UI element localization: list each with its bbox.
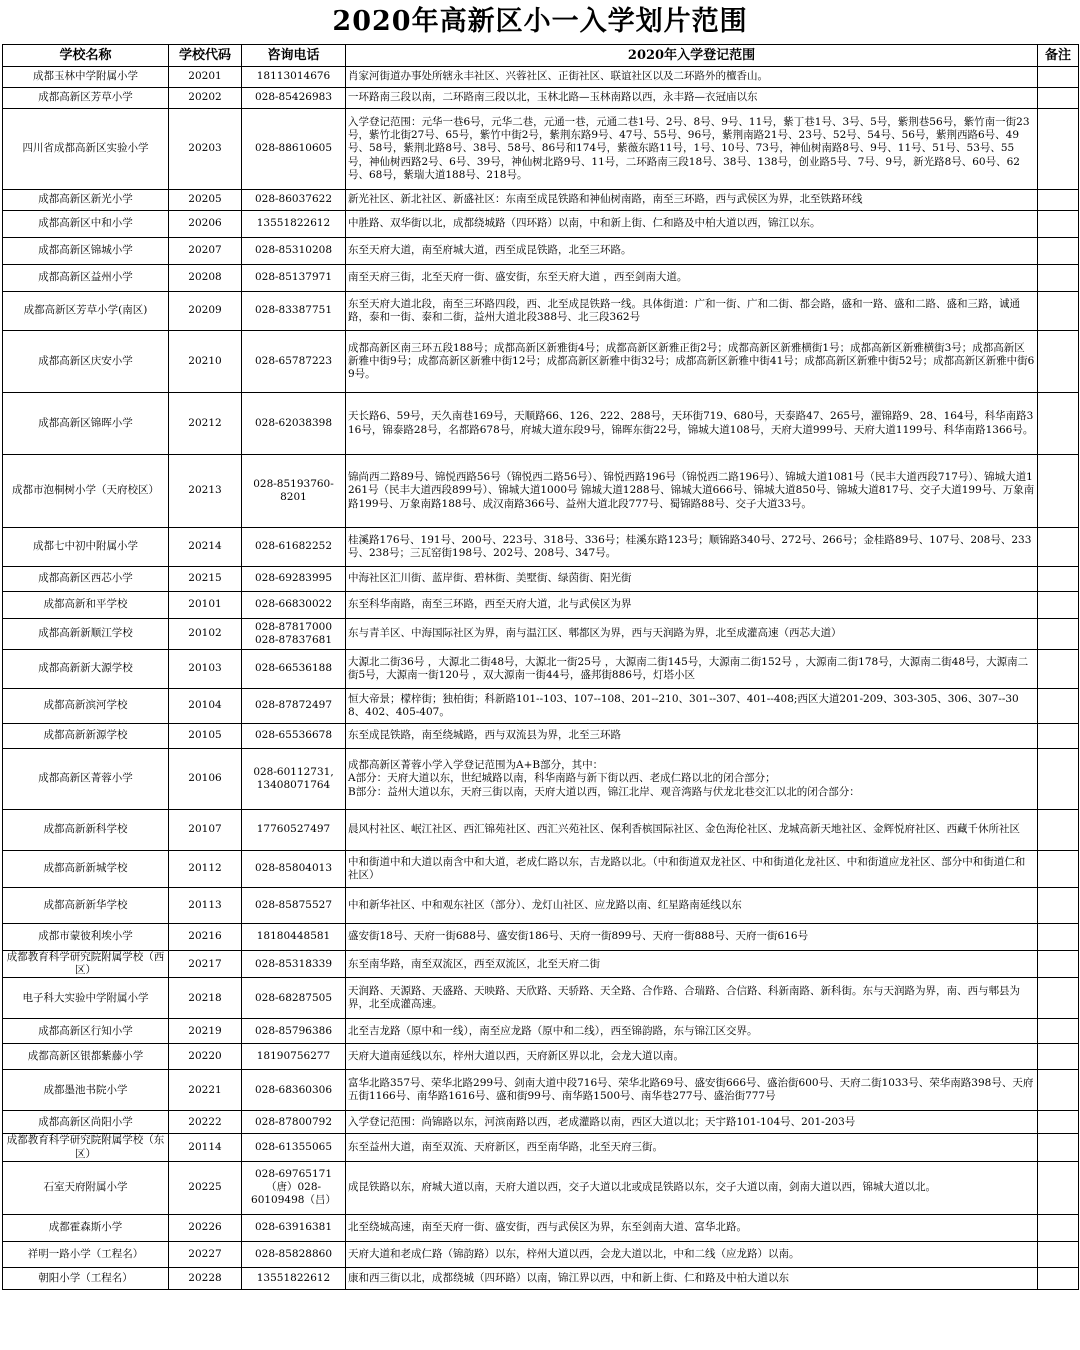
phone-cell: 028-88610605 [242, 109, 346, 190]
phone-cell: 028-61355065 [242, 1134, 346, 1161]
phone-cell: 18180448581 [242, 924, 346, 951]
table-row [3, 109, 1079, 190]
school-code-cell: 20113 [169, 888, 242, 924]
range-cell: 中和新华社区、中和观东社区（部分）、龙灯山社区、应龙路以南、红星路南延线以东 [346, 888, 1038, 924]
school-name-cell: 成都高新新科学校 [3, 810, 169, 851]
table-row [3, 851, 1079, 888]
phone-cell: 028-66830022 [242, 592, 346, 619]
note-cell [1038, 88, 1079, 109]
school-code-cell: 20208 [169, 265, 242, 292]
school-name-cell: 成都高新区尚阳小学 [3, 1111, 169, 1134]
school-code-cell: 20103 [169, 650, 242, 689]
range-cell: 大源北二街36号 ，大源北二街48号，大源北一街25号 ，大源南二街145号，大源南二街152号 ，大源南二街178号，大源南二街48号，大源南二街5号，大源南一街120号 ，双大源南一街44号，盛邦街886号，灯塔小区 [346, 650, 1038, 689]
phone-cell: 028-86037622 [242, 190, 346, 211]
range-cell: 肖家河街道办事处所辖永丰社区、兴蓉社区、正街社区、联谊社区以及二环路外的檀香山。 [346, 67, 1038, 88]
school-name-cell: 成都教育科学研究院附属学校（东区） [3, 1134, 169, 1161]
range-cell: 成昆铁路以东，府城大道以南，天府大道以西，交子大道以北或成昆铁路以东，交子大道以南，剑南大道以西，锦城大道以北。 [346, 1161, 1038, 1214]
table-row [3, 528, 1079, 567]
range-cell: 中海社区汇川街、蓝岸街、碧林街、美墅街、绿茵街、阳光街 [346, 567, 1038, 592]
range-cell: 天府大道和老成仁路（锦韵路）以东，梓州大道以西，会龙大道以北，中和二线（应龙路）以南。 [346, 1241, 1038, 1267]
school-name-cell: 电子科大实验中学附属小学 [3, 978, 169, 1019]
table-row [3, 924, 1079, 951]
phone-cell: 028-87872497 [242, 689, 346, 724]
phone-cell: 028-85796386 [242, 1019, 346, 1044]
range-cell: 成都高新区南三环五段188号；成都高新区新雅街4号；成都高新区新雅正街2号；成都高新区新雅横街1号；成都高新区新雅横街3号；成都高新区新雅中街9号；成都高新区新雅中街12号；成都高新区新雅中街32号；成都高新区新雅中街41号；成都高新区新雅中街52号；成都高新区新雅中街69号。 [346, 331, 1038, 393]
school-name-cell: 成都高新新源学校 [3, 724, 169, 749]
note-cell [1038, 211, 1079, 238]
page-title: 2020年高新区小一入学划片范围 [332, 6, 748, 37]
table-row [3, 1019, 1079, 1044]
phone-cell: 028-68360306 [242, 1070, 346, 1111]
school-name-cell: 成都霍森斯小学 [3, 1214, 169, 1241]
note-cell [1038, 951, 1079, 978]
table-header-row [3, 45, 1079, 67]
school-name-cell: 祥明一路小学（工程名） [3, 1241, 169, 1267]
note-cell [1038, 109, 1079, 190]
school-code-cell: 20105 [169, 724, 242, 749]
phone-cell: 028-85318339 [242, 951, 346, 978]
phone-cell: 13551822612 [242, 211, 346, 238]
school-code-cell: 20226 [169, 1214, 242, 1241]
table-row [3, 749, 1079, 810]
note-cell [1038, 1134, 1079, 1161]
note-cell [1038, 1161, 1079, 1214]
range-cell: 东至成昆铁路，南至绕城路，西与双流县为界，北至三环路 [346, 724, 1038, 749]
school-name-cell: 成都教育科学研究院附属学校（西区） [3, 951, 169, 978]
school-code-cell: 20227 [169, 1241, 242, 1267]
range-cell: 锦尚西二路89号、锦悦西路56号（锦悦西二路56号）、锦悦西路196号（锦悦西二路196号）、锦城大道1081号（民丰大道西段717号）、锦城大道1261号（民丰大道西段899号）、锦城大道1000号 锦城大道1288号、锦城大道666号、锦城大道850号、锦城大道817号、交子大道199号、万象南路199号、万象南路188号、成汉南路366号、益州大道北段777号、蜀锦路88号、交子大道33号。 [346, 455, 1038, 528]
table-row [3, 393, 1079, 455]
phone-cell: 028-62038398 [242, 393, 346, 455]
table-row [3, 1214, 1079, 1241]
phone-cell: 028-63916381 [242, 1214, 346, 1241]
range-cell: 东至天府大道，南至府城大道，西至成昆铁路，北至三环路。 [346, 238, 1038, 265]
note-cell [1038, 455, 1079, 528]
school-code-cell: 20201 [169, 67, 242, 88]
range-cell: 天长路6、59号，天久南巷169号，天顺路66、126、222、288号，天环街719、680号，天泰路47、265号，濯锦路9、28、164号，科华南路316号，锦泰路28号，名都路678号，府城大道东段9号，锦晖东街22号，锦城大道108号，天府大道999号、天府大道1199号、科华南路1366号。 [346, 393, 1038, 455]
school-code-cell: 20213 [169, 455, 242, 528]
school-name-cell: 成都高新滨河学校 [3, 689, 169, 724]
school-name-cell: 石室天府附属小学 [3, 1161, 169, 1214]
table-row [3, 567, 1079, 592]
table-row [3, 619, 1079, 650]
table-row [3, 951, 1079, 978]
note-cell [1038, 1111, 1079, 1134]
school-name-cell: 成都高新区菁蓉小学 [3, 749, 169, 810]
phone-cell: 028-85193760-8201 [242, 455, 346, 528]
phone-cell: 028-61682252 [242, 528, 346, 567]
note-cell [1038, 190, 1079, 211]
school-name-cell: 成都高新区中和小学 [3, 211, 169, 238]
note-cell [1038, 1267, 1079, 1289]
school-code-cell: 20202 [169, 88, 242, 109]
range-cell: 新光社区、新北社区、新盛社区：东南至成昆铁路和神仙树南路，南至三环路，西与武侯区为界，北至铁路环线 [346, 190, 1038, 211]
range-cell: 盛安街18号、天府一街688号、盛安街186号、天府一街899号、天府一街888号、天府一街616号 [346, 924, 1038, 951]
school-name-cell: 朝阳小学（工程名） [3, 1267, 169, 1289]
school-name-cell: 成都高新区益州小学 [3, 265, 169, 292]
phone-cell: 028-85137971 [242, 265, 346, 292]
note-cell [1038, 978, 1079, 1019]
phone-cell: 028-69283995 [242, 567, 346, 592]
note-cell [1038, 1044, 1079, 1070]
range-cell: 中胜路、双华街以北，成都绕城路（四环路）以南，中和新上街、仁和路及中柏大道以西，锦江以东。 [346, 211, 1038, 238]
school-code-cell: 20102 [169, 619, 242, 650]
table-row [3, 650, 1079, 689]
table-row [3, 1241, 1079, 1267]
school-name-cell: 成都七中初中附属小学 [3, 528, 169, 567]
school-code-cell: 20222 [169, 1111, 242, 1134]
school-name-cell: 成都玉林中学附属小学 [3, 67, 169, 88]
school-name-cell: 成都高新区锦城小学 [3, 238, 169, 265]
phone-cell: 028-65536678 [242, 724, 346, 749]
range-cell: 一环路南三段以南，二环路南三段以北，玉林北路—玉林南路以西，永丰路—衣冠庙以东 [346, 88, 1038, 109]
range-cell: 南至天府三街，北至天府一街、盛安街，东至天府大道 ，西至剑南大道。 [346, 265, 1038, 292]
school-code-cell: 20101 [169, 592, 242, 619]
school-code-cell: 20114 [169, 1134, 242, 1161]
note-cell [1038, 851, 1079, 888]
phone-cell: 028-87817000 028-87837681 [242, 619, 346, 650]
table-body [3, 67, 1079, 1290]
phone-cell: 028-85310208 [242, 238, 346, 265]
table-row [3, 211, 1079, 238]
school-name-cell: 成都高新区芳草小学 [3, 88, 169, 109]
school-name-cell: 成都高新新大源学校 [3, 650, 169, 689]
school-name-cell: 成都高新新顺江学校 [3, 619, 169, 650]
range-cell: 北至吉龙路（原中和一线），南至应龙路（原中和二线），西至锦韵路，东与锦江区交界。 [346, 1019, 1038, 1044]
header-school-code: 学校代码 [169, 45, 242, 67]
school-name-cell: 成都高新区庆安小学 [3, 331, 169, 393]
school-code-cell: 20216 [169, 924, 242, 951]
school-name-cell: 成都高新区芳草小学(南区) [3, 292, 169, 331]
school-name-cell: 成都高新新华学校 [3, 888, 169, 924]
phone-cell: 028-65787223 [242, 331, 346, 393]
phone-cell: 13551822612 [242, 1267, 346, 1289]
range-cell: 天润路、天源路、天盛路、天映路、天欣路、天骄路、天全路、合作路、合瑞路、合信路、科新南路、新科街。东与天润路为界，南、西与郫县为界，北至成灌高速。 [346, 978, 1038, 1019]
table-row [3, 1267, 1079, 1289]
note-cell [1038, 650, 1079, 689]
range-cell: 东至天府大道北段，南至三环路四段，西、北至成昆铁路一线。具体街道：广和一街、广和二街、都会路，盛和一路、盛和二路、盛和三路，诚通路，泰和一街、泰和二街，益州大道北段388号、北三段362号 [346, 292, 1038, 331]
school-name-cell: 成都高新区银都紫藤小学 [3, 1044, 169, 1070]
range-cell: 桂溪路176号、191号、200号、223号、318号、336号；桂溪东路123号；顺锦路340号、272号、266号；金桂路89号、107号、208号、233号、238号；三瓦窑街198号、202号、208号、347号。 [346, 528, 1038, 567]
school-code-cell: 20215 [169, 567, 242, 592]
header-range: 2020年入学登记范围 [346, 45, 1038, 67]
table-row [3, 1070, 1079, 1111]
phone-cell: 028-85828860 [242, 1241, 346, 1267]
enrollment-table [2, 44, 1079, 1290]
note-cell [1038, 1214, 1079, 1241]
range-cell: 成都高新区菁蓉小学入学登记范围为A+B部分，其中： A部分：天府大道以东，世纪城路以南，科华南路与新下街以西、老成仁路以北的闭合部分； B部分：益州大道以东，天府三街以南，天府大道以西，锦江北岸、观音湾路与伏龙北巷交汇以北的闭合部分： [346, 749, 1038, 810]
note-cell [1038, 888, 1079, 924]
note-cell [1038, 724, 1079, 749]
note-cell [1038, 265, 1079, 292]
school-code-cell: 20217 [169, 951, 242, 978]
phone-cell: 028-83387751 [242, 292, 346, 331]
range-cell: 中和街道中和大道以南含中和大道，老成仁路以东，吉龙路以北。（中和街道双龙社区、中和街道化龙社区、中和街道应龙社区、部分中和街道仁和社区） [346, 851, 1038, 888]
range-cell: 东与青羊区、中海国际社区为界，南与温江区、郫都区为界，西与天润路为界，北至成灌高速（西芯大道） [346, 619, 1038, 650]
school-name-cell: 成都高新和平学校 [3, 592, 169, 619]
school-name-cell: 四川省成都高新区实验小学 [3, 109, 169, 190]
header-school-name: 学校名称 [3, 45, 169, 67]
school-name-cell: 成都墨池书院小学 [3, 1070, 169, 1111]
school-code-cell: 20206 [169, 211, 242, 238]
school-name-cell: 成都市泡桐树小学（天府校区） [3, 455, 169, 528]
school-name-cell: 成都高新区锦晖小学 [3, 393, 169, 455]
note-cell [1038, 619, 1079, 650]
note-cell [1038, 393, 1079, 455]
table-row [3, 1134, 1079, 1161]
phone-cell: 028-85426983 [242, 88, 346, 109]
table-row [3, 810, 1079, 851]
table-row [3, 331, 1079, 393]
school-name-cell: 成都高新区西芯小学 [3, 567, 169, 592]
note-cell [1038, 67, 1079, 88]
phone-cell: 028-60112731, 13408071764 [242, 749, 346, 810]
table-row [3, 978, 1079, 1019]
school-code-cell: 20207 [169, 238, 242, 265]
range-cell: 东至益州大道，南至双流、天府新区，西至南华路，北至天府三街。 [346, 1134, 1038, 1161]
note-cell [1038, 689, 1079, 724]
school-code-cell: 20228 [169, 1267, 242, 1289]
table-row [3, 888, 1079, 924]
phone-cell: 028-66536188 [242, 650, 346, 689]
table-row [3, 689, 1079, 724]
table-row [3, 592, 1079, 619]
school-code-cell: 20205 [169, 190, 242, 211]
school-code-cell: 20212 [169, 393, 242, 455]
note-cell [1038, 924, 1079, 951]
note-cell [1038, 810, 1079, 851]
range-cell: 东至南华路，南至双流区，西至双流区，北至天府二街 [346, 951, 1038, 978]
range-cell: 恒大帝景；檬梓街；独柏街；科新路101--103、107--108、201--210、301--307、401--408;西区大道201-209、303-305、306、307--308、402、405-407。 [346, 689, 1038, 724]
school-code-cell: 20221 [169, 1070, 242, 1111]
range-cell: 康和西三街以北，成都绕城（四环路）以南，锦江界以西，中和新上街、仁和路及中柏大道以东 [346, 1267, 1038, 1289]
school-code-cell: 20220 [169, 1044, 242, 1070]
school-name-cell: 成都高新区新光小学 [3, 190, 169, 211]
phone-cell: 18113014676 [242, 67, 346, 88]
range-cell: 晨风村社区、岷江社区、西汇锦苑社区、西汇兴苑社区、保利香槟国际社区、金色海伦社区、龙城高新天地社区、金辉悦府社区、西藏千休所社区 [346, 810, 1038, 851]
school-code-cell: 20104 [169, 689, 242, 724]
phone-cell: 028-85804013 [242, 851, 346, 888]
table-row [3, 265, 1079, 292]
school-code-cell: 20225 [169, 1161, 242, 1214]
phone-cell: 028-69765171（唐）028-60109498（吕） [242, 1161, 346, 1214]
table-row [3, 724, 1079, 749]
table-row [3, 1161, 1079, 1214]
range-cell: 入学登记范围：元华一巷6号，元华二巷，元通一巷，元通二巷1号、2号、8号、9号、11号，紫丁巷1号、3号、5号，紫荆巷56号，紫竹南一街23号，紫竹北街27号、65号，紫竹中街2号，紫荆东路9号、47号、55号、96号，紫荆南路21号、23号、52号、54号、56号，紫荆西路6号、49号、58号，紫荆北路8号、38号、58号、86号和174号，紫薇东路11号，1号、10号、73号，神仙树南路8号、9号、11号、51号、53号、55号，神仙树西路2号、6号、39号，神仙树北路9号、11号，二环路南三段18号、38号、138号，创业路5号、7号、9号，新光路8号、60号、62号、68号，紫瑞大道188号、218号。 [346, 109, 1038, 190]
note-cell [1038, 292, 1079, 331]
school-name-cell: 成都高新新城学校 [3, 851, 169, 888]
school-code-cell: 20209 [169, 292, 242, 331]
table-row [3, 67, 1079, 88]
range-cell: 入学登记范围：尚锦路以东，河滨南路以西，老成灌路以南，西区大道以北；天宇路101-104号、201-203号 [346, 1111, 1038, 1134]
school-code-cell: 20218 [169, 978, 242, 1019]
table-row [3, 1044, 1079, 1070]
table-row [3, 292, 1079, 331]
range-cell: 北至绕城高速，南至天府一街、盛安街，西与武侯区为界，东至剑南大道、富华北路。 [346, 1214, 1038, 1241]
range-cell: 东至科华南路，南至三环路，西至天府大道，北与武侯区为界 [346, 592, 1038, 619]
phone-cell: 18190756277 [242, 1044, 346, 1070]
note-cell [1038, 528, 1079, 567]
school-name-cell: 成都高新区行知小学 [3, 1019, 169, 1044]
school-code-cell: 20106 [169, 749, 242, 810]
school-name-cell: 成都市蒙彼利埃小学 [3, 924, 169, 951]
note-cell [1038, 1241, 1079, 1267]
header-note: 备注 [1038, 45, 1079, 67]
note-cell [1038, 749, 1079, 810]
note-cell [1038, 567, 1079, 592]
school-code-cell: 20219 [169, 1019, 242, 1044]
range-cell: 天府大道南延线以东，梓州大道以西，天府新区界以北，会龙大道以南。 [346, 1044, 1038, 1070]
header-phone: 咨询电话 [242, 45, 346, 67]
school-code-cell: 20107 [169, 810, 242, 851]
table-row [3, 1111, 1079, 1134]
note-cell [1038, 238, 1079, 265]
note-cell [1038, 1070, 1079, 1111]
table-row [3, 190, 1079, 211]
range-cell: 富华北路357号、荣华北路299号、剑南大道中段716号、荣华北路69号、盛安街666号、盛治街600号、天府二街1033号、荣华南路398号、天府五街1166号、南华路1616号、盛和街99号、南华路1500号、南华巷277号、盛治街777号 [346, 1070, 1038, 1111]
table-row [3, 88, 1079, 109]
phone-cell: 028-85875527 [242, 888, 346, 924]
school-code-cell: 20203 [169, 109, 242, 190]
table-row [3, 238, 1079, 265]
phone-cell: 028-87800792 [242, 1111, 346, 1134]
school-code-cell: 20210 [169, 331, 242, 393]
note-cell [1038, 1019, 1079, 1044]
note-cell [1038, 592, 1079, 619]
phone-cell: 17760527497 [242, 810, 346, 851]
school-code-cell: 20214 [169, 528, 242, 567]
note-cell [1038, 331, 1079, 393]
phone-cell: 028-68287505 [242, 978, 346, 1019]
school-code-cell: 20112 [169, 851, 242, 888]
table-row [3, 455, 1079, 528]
